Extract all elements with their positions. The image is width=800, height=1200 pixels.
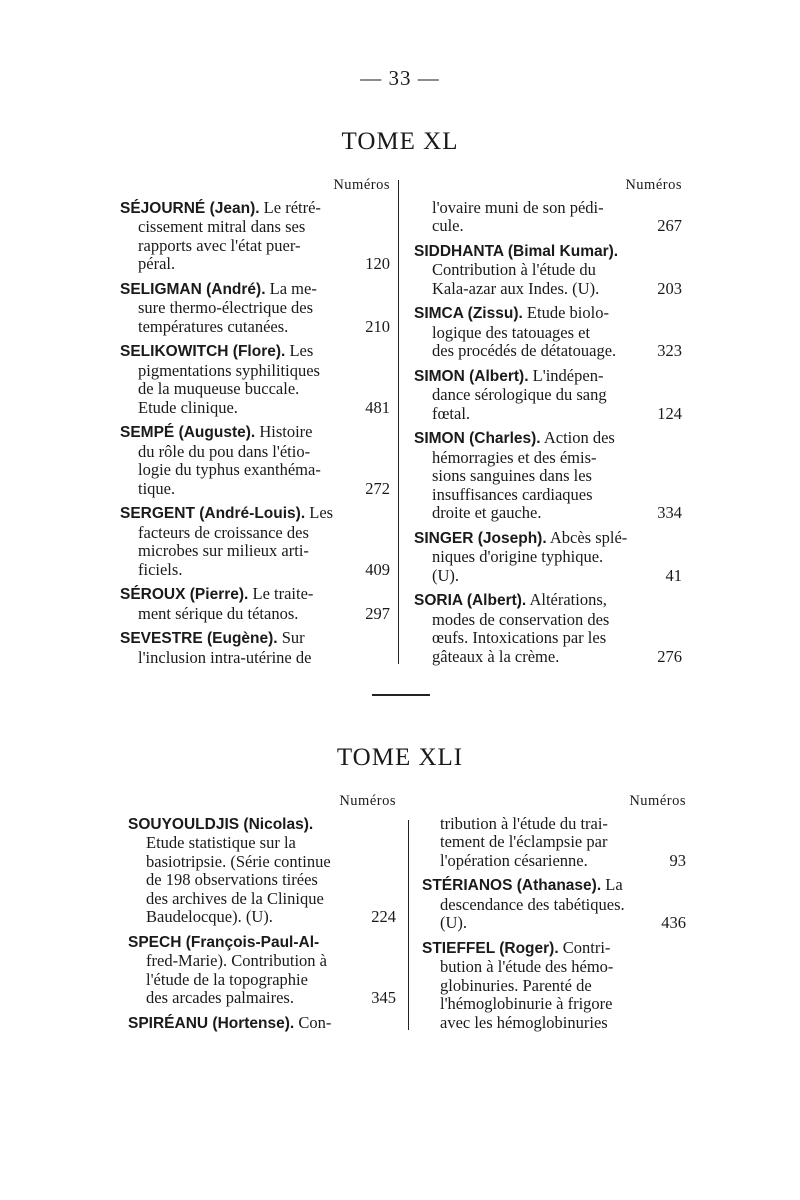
author-name: SÉROUX (Pierre). (120, 586, 249, 603)
index-entry (422, 815, 686, 871)
entry-text: Histoire (259, 422, 313, 441)
entry-text: Contribution à l'étude du (432, 260, 596, 279)
page-reference: 203 (657, 278, 682, 298)
author-name: SELIGMAN (André). (120, 280, 266, 298)
author-name: SEMPÉ (Auguste). (120, 424, 256, 441)
index-entry (422, 939, 686, 1033)
index-entry (120, 504, 390, 579)
entry-text: fred-Marie). Contribution à (146, 951, 327, 970)
entry-line (422, 914, 686, 933)
index-entry (120, 199, 390, 274)
page-reference: 210 (365, 316, 390, 336)
entry-text: températures cutanées. (138, 316, 289, 336)
author-name: SEVESTRE (Eugène). (120, 630, 278, 647)
entry-text: insuffisances cardiaques (432, 484, 593, 504)
author-name: SIMCA (Zissu). (414, 305, 523, 322)
entry-text: des arcades palmaires. (146, 988, 294, 1007)
column-header: Numéros (339, 793, 396, 809)
entry-text: Con- (298, 1012, 332, 1032)
index-entry (414, 242, 682, 299)
entry-line (120, 237, 390, 256)
index-entry (414, 429, 682, 523)
entry-line (414, 567, 682, 586)
entry-text: ment sérique du tétanos. (138, 603, 299, 623)
entry-line (414, 261, 682, 280)
author-name: STIEFFEL (Roger). (422, 939, 559, 957)
column-header: Numéros (625, 177, 682, 193)
entry-line (120, 542, 390, 561)
page-reference: 93 (669, 850, 686, 870)
entry-text: Kala-azar aux Indes. (U). (432, 278, 600, 298)
index-entry (414, 199, 682, 236)
entry-text: Sur (281, 628, 305, 647)
entry-text: niques d'origine typhique. (432, 547, 604, 566)
index-entry (120, 629, 390, 667)
entry-line (120, 524, 390, 543)
page-reference: 297 (365, 603, 390, 623)
index-entry (414, 304, 682, 361)
author-name: SÉJOURNÉ (Jean). (120, 199, 260, 217)
entry-line (422, 815, 686, 834)
entry-line (120, 461, 390, 480)
index-entry (128, 815, 396, 927)
entry-line (120, 399, 390, 418)
entry-text: Etude clinique. (138, 397, 238, 417)
index-entry (414, 367, 682, 424)
column-divider (398, 180, 399, 664)
author-name: SOUYOULDJIS (Nicolas). (128, 815, 314, 833)
entry-line (128, 871, 396, 890)
entry-text: des archives de la Clinique (146, 888, 324, 908)
entry-line (120, 585, 390, 605)
column-divider (408, 820, 409, 1030)
author-name: SORIA (Albert). (414, 592, 527, 609)
entry-line (120, 318, 390, 337)
entry-line (120, 255, 390, 274)
entry-line (422, 833, 686, 852)
author-name: SIMON (Albert). (414, 367, 529, 385)
index-entry (414, 591, 682, 666)
entry-line (414, 386, 682, 405)
page-reference: 272 (365, 478, 390, 498)
index-entry (128, 1014, 396, 1034)
page-reference: 124 (657, 403, 682, 423)
entry-text: péral. (138, 254, 176, 273)
entry-text: basiotripsie. (Série continue (146, 851, 331, 871)
entry-line (422, 958, 686, 977)
entry-text: ficiels. (138, 559, 183, 579)
entry-line (128, 952, 396, 971)
entry-text: bution à l'étude des hémo- (440, 957, 614, 976)
entry-text: facteurs de croissance des (138, 522, 309, 542)
index-entry (422, 876, 686, 933)
entry-text: sions sanguines dans les (432, 466, 592, 485)
entry-line (120, 605, 390, 624)
page-reference: 323 (657, 341, 682, 360)
entry-text: Action des (543, 428, 615, 447)
entry-line (422, 876, 686, 896)
section-divider (372, 694, 430, 696)
entry-text: (U). (440, 913, 468, 932)
entry-line (414, 486, 682, 505)
entry-text: l'inclusion intra-utérine de (138, 647, 312, 667)
entry-line (414, 504, 682, 523)
author-name: SERGENT (André-Louis). (120, 505, 306, 522)
entry-line (120, 443, 390, 462)
entry-line (120, 218, 390, 237)
entry-line (128, 834, 396, 853)
page-number: — 33 — (360, 66, 440, 90)
tome-title-xli: TOME XLI (336, 744, 464, 771)
column-header: Numéros (629, 793, 686, 809)
entry-line (422, 995, 686, 1014)
entry-line (414, 648, 682, 667)
entry-text: rapports avec l'état puer- (138, 235, 301, 255)
entry-text: Contri- (562, 937, 611, 957)
entry-line (414, 429, 682, 449)
author-name: SIMON (Charles). (414, 430, 541, 447)
entry-text: logique des tatouages et (432, 322, 591, 342)
entry-line (128, 890, 396, 909)
entry-text: de 198 observations tirées (146, 870, 318, 889)
entry-line (414, 342, 682, 361)
entry-text: Le traite- (252, 584, 314, 603)
entry-text: La me- (269, 278, 317, 298)
index-entry (120, 423, 390, 498)
entry-line (414, 611, 682, 630)
entry-text: cule. (432, 216, 464, 235)
tome-title-xl: TOME XL (341, 128, 459, 155)
index-entry (120, 585, 390, 623)
entry-text: logie du typhus exanthéma- (138, 460, 321, 479)
index-entry (120, 280, 390, 337)
entry-text: Etude statistique sur la (146, 833, 296, 852)
entry-text: des procédés de détatouage. (432, 341, 617, 360)
entry-line (120, 480, 390, 499)
entry-text: gâteaux à la crème. (432, 646, 560, 666)
tome-xl-left-column (120, 176, 390, 673)
entry-line (128, 971, 396, 990)
entry-text: cissement mitral dans ses (138, 217, 306, 236)
entry-line (414, 529, 682, 549)
entry-line (414, 591, 682, 611)
entry-text: l'opération césarienne. (440, 850, 588, 870)
entry-text: Altérations, (529, 590, 607, 609)
tome-xl-right-column (414, 176, 682, 672)
entry-line (414, 280, 682, 299)
entry-line (128, 1014, 396, 1034)
entry-line (414, 304, 682, 324)
entry-line (120, 649, 390, 668)
page-reference: 276 (657, 646, 682, 666)
entry-text: Abcès splé- (549, 527, 628, 547)
entry-line (414, 467, 682, 486)
entry-text: tique. (138, 478, 176, 498)
index-entry (120, 342, 390, 417)
entry-line (414, 242, 682, 262)
entry-line (422, 939, 686, 959)
entry-line (120, 342, 390, 362)
entry-line (422, 1014, 686, 1033)
author-name: SELIKOWITCH (Flore). (120, 343, 286, 360)
entry-text: dance sérologique du sang (432, 385, 607, 404)
entry-text: descendance des tabétiques. (440, 894, 625, 914)
page-reference: 120 (365, 254, 390, 273)
entry-line (414, 548, 682, 567)
entry-line (128, 908, 396, 927)
entry-text: L'indépen- (532, 365, 604, 385)
tome-xli-right-column (422, 792, 686, 1038)
page-reference: 224 (371, 907, 396, 926)
entry-text: tribution à l'étude du trai- (440, 813, 608, 833)
entry-text: Baudelocque). (U). (146, 907, 273, 926)
page-reference: 436 (661, 913, 686, 932)
author-name: SPIRÉANU (Hortense). (128, 1014, 295, 1032)
entry-text: Les (289, 341, 314, 360)
entry-text: droite et gauche. (432, 503, 542, 522)
entry-line (120, 362, 390, 381)
entry-line (414, 217, 682, 236)
entry-text: hémorragies et des émis- (432, 447, 597, 467)
entry-text: tement de l'éclampsie par (440, 832, 608, 851)
entry-line (120, 280, 390, 300)
page-reference: 267 (657, 216, 682, 235)
entry-text: l'hémoglobinurie à frigore (440, 994, 613, 1013)
entry-text: fœtal. (432, 403, 471, 423)
page-reference: 345 (371, 988, 396, 1007)
entry-line (120, 629, 390, 649)
entry-line (128, 853, 396, 872)
entry-line (422, 977, 686, 996)
index-entry (128, 933, 396, 1008)
entry-text: l'ovaire muni de son pédi- (432, 197, 604, 217)
entry-text: œufs. Intoxications par les (432, 628, 607, 647)
entry-line (120, 423, 390, 443)
entry-text: (U). (432, 565, 460, 585)
entry-text: modes de conservation des (432, 609, 610, 629)
page-reference: 409 (365, 559, 390, 579)
entry-line (128, 989, 396, 1008)
entry-line (414, 324, 682, 343)
entry-text: du rôle du pou dans l'étio- (138, 441, 311, 461)
author-name: SIDDHANTA (Bimal Kumar). (414, 242, 619, 260)
entry-text: de la muqueuse buccale. (138, 379, 300, 398)
entry-text: microbes sur milieux arti- (138, 541, 309, 560)
entry-text: pigmentations syphilitiques (138, 360, 320, 380)
entry-line (414, 405, 682, 424)
entry-line (414, 199, 682, 218)
page-reference: 334 (657, 503, 682, 522)
entry-line (422, 896, 686, 915)
entry-text: Le rétré- (263, 197, 321, 217)
entry-line (128, 815, 396, 835)
entry-line (414, 449, 682, 468)
author-name: SINGER (Joseph). (414, 529, 547, 547)
entry-text: Etude biolo- (526, 303, 609, 322)
column-header: Numéros (333, 177, 390, 193)
entry-text: globinuries. Parenté de (440, 975, 592, 995)
entry-text: sure thermo-électrique des (138, 298, 314, 317)
entry-line (414, 629, 682, 648)
page-reference: 41 (665, 565, 682, 585)
index-entry (414, 529, 682, 586)
entry-text: La (605, 875, 623, 894)
entry-line (120, 561, 390, 580)
entry-line (120, 380, 390, 399)
tome-xli-left-column (128, 792, 396, 1039)
entry-line (120, 199, 390, 219)
author-name: STÉRIANOS (Athanase). (422, 877, 602, 894)
entry-line (120, 504, 390, 524)
entry-text: avec les hémoglobinuries (440, 1012, 608, 1032)
author-name: SPECH (François-Paul-Al- (128, 933, 320, 951)
entry-line (422, 852, 686, 871)
entry-line (414, 367, 682, 387)
page-reference: 481 (365, 397, 390, 417)
entry-line (120, 299, 390, 318)
entry-text: Les (309, 503, 334, 522)
entry-line (128, 933, 396, 953)
entry-text: l'étude de la topographie (146, 969, 308, 989)
